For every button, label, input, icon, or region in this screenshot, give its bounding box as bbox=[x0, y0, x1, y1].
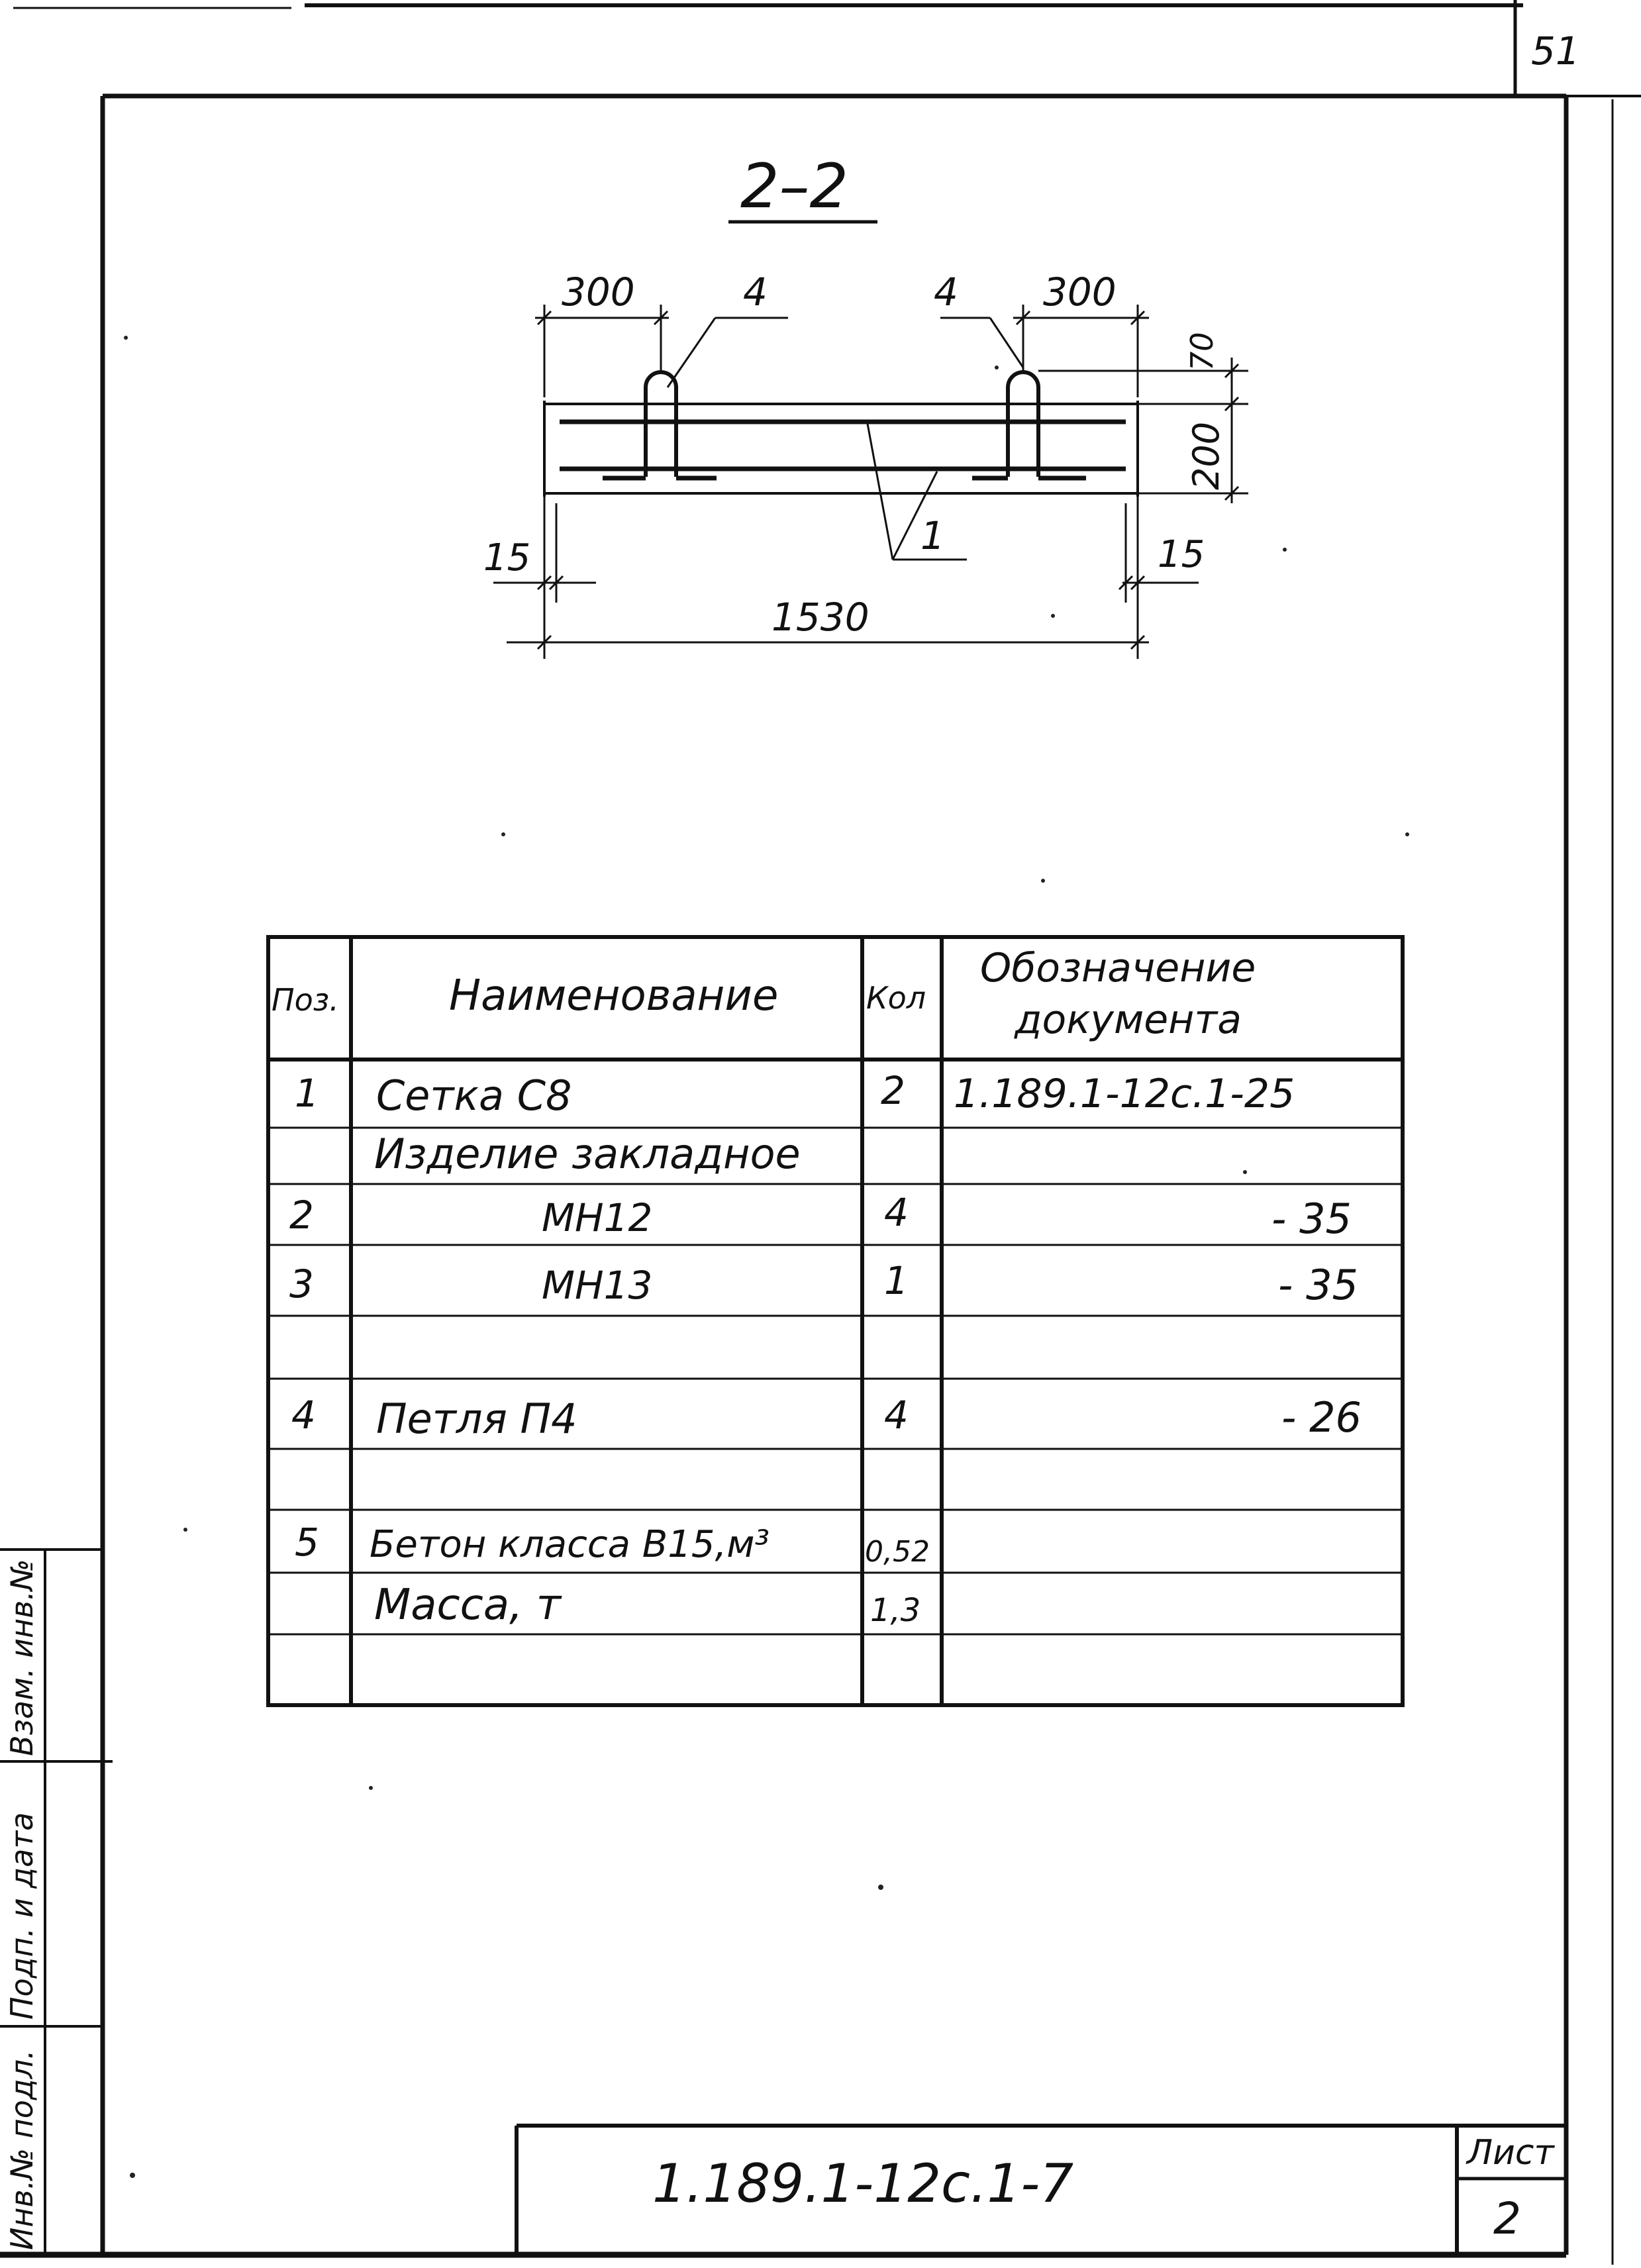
row-3-doc: - 35 bbox=[1271, 1195, 1352, 1243]
dim-top-left: 300 bbox=[562, 270, 635, 315]
dim-bottom-right: 15 bbox=[1158, 533, 1205, 576]
dimension-lines bbox=[493, 305, 1248, 659]
row-6-doc: - 26 bbox=[1281, 1393, 1362, 1442]
header-pos: Поз. bbox=[272, 982, 339, 1018]
row-3-name: МН12 bbox=[542, 1195, 653, 1240]
row-1-name: Сетка С8 bbox=[376, 1071, 572, 1120]
row-9-name: Масса, т bbox=[374, 1581, 561, 1630]
dim-overall: 1530 bbox=[771, 595, 870, 640]
header-name: Наименование bbox=[449, 971, 779, 1020]
dim-right-main: 200 bbox=[1185, 421, 1227, 490]
dim-bottom-left: 15 bbox=[483, 536, 531, 579]
corner-box bbox=[1515, 0, 1641, 2265]
row-8-qty: 0,52 bbox=[865, 1535, 930, 1569]
row-1-qty: 2 bbox=[881, 1068, 905, 1113]
dim-top-right: 300 bbox=[1043, 270, 1117, 315]
document-code: 1.189.1-12с.1-7 bbox=[652, 2153, 1074, 2214]
header-doc-line2: документа bbox=[1015, 997, 1242, 1043]
row-6-qty: 4 bbox=[884, 1393, 909, 1438]
row-4-qty: 1 bbox=[884, 1258, 909, 1303]
slab-section bbox=[544, 372, 1138, 497]
row-4-name: МН13 bbox=[542, 1263, 653, 1308]
row-1-pos: 1 bbox=[295, 1071, 319, 1116]
stamp-inv-podl: Инв.№ подл. bbox=[4, 2049, 40, 2250]
row-3-qty: 4 bbox=[884, 1190, 909, 1235]
row-6-name: Петля П4 bbox=[376, 1395, 577, 1443]
row-9-qty: 1,3 bbox=[870, 1592, 921, 1629]
header-doc-line1: Обозначение bbox=[980, 945, 1256, 991]
row-3-pos: 2 bbox=[289, 1193, 314, 1238]
corner-sheet-number: 51 bbox=[1531, 28, 1580, 74]
row-4-pos: 3 bbox=[289, 1261, 314, 1307]
stamp-podp-data: Подп. и дата bbox=[4, 1812, 40, 2020]
callout-right: 4 bbox=[934, 270, 958, 315]
row-8-name: Бетон класса В15,м³ bbox=[370, 1523, 770, 1566]
section-title: 2–2 bbox=[740, 151, 849, 222]
callout-left: 4 bbox=[743, 270, 768, 315]
scan-speckles bbox=[124, 336, 1409, 2178]
stamp-vzam-inv: Взам. инв.№ bbox=[4, 1559, 40, 1756]
dim-right-top: 70 bbox=[1184, 332, 1220, 371]
row-1-doc: 1.189.1-12с.1-25 bbox=[954, 1071, 1295, 1117]
header-qty: Кол bbox=[866, 980, 926, 1016]
row-6-pos: 4 bbox=[291, 1393, 316, 1438]
row-4-doc: - 35 bbox=[1278, 1261, 1358, 1309]
sheet-label: Лист bbox=[1467, 2133, 1554, 2173]
row-2-name: Изделие закладное bbox=[374, 1130, 801, 1178]
callout-bottom: 1 bbox=[920, 513, 945, 558]
row-8-pos: 5 bbox=[295, 1520, 319, 1565]
sheet-number: 2 bbox=[1493, 2193, 1521, 2244]
